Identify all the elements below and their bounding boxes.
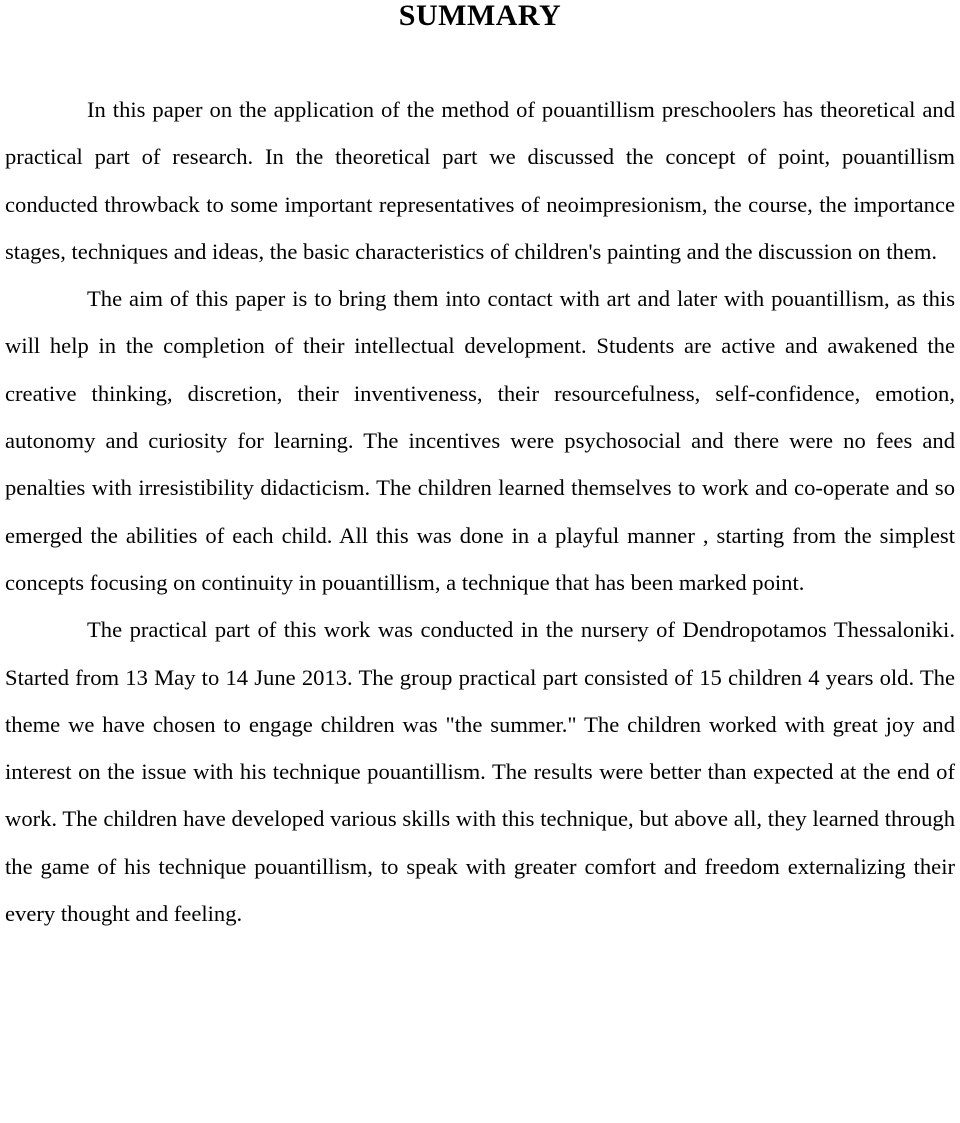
- paragraph-3: The practical part of this work was conducted in the nursery of Dendropotamos Thessaloniki. Started from 13 May to 14 June 2013. The group practical part consisted of 15 children 4 years old. The theme we have chosen to engage children was "the summer." The children worked with great joy and interest on the issue with his technique pouantillism. The results were better than expected at the end of work. The children have developed various skills with this technique, but above all, they learned through the game of his technique pouantillism, to speak with greater comfort and freedom externalizing their every thought and feeling.: [5, 617, 955, 927]
- paragraph-1: In this paper on the application of the method of pouantillism preschoolers has theoretical and practical part of research. In the theoretical part we discussed the concept of point, pouantillism conducted throwback to some important representatives of neoimpresionism, the course, the importance stages, techniques and ideas, the basic characteristics of children's painting and the discussion on them.: [5, 97, 955, 264]
- summary-body: [5, 86, 955, 937]
- paragraph-2: The aim of this paper is to bring them into contact with art and later with pouantillism, as this will help in the completion of their intellectual development. Students are active and awakened the creative thinking, discretion, their inventiveness, their resourcefulness, self-confidence, emotion, autonomy and curiosity for learning. The incentives were psychosocial and there were no fees and penalties with irresistibility didacticism. The children learned themselves to work and co-operate and so emerged the abilities of each child. All this was done in a playful manner , starting from the simplest concepts focusing on continuity in pouantillism, a technique that has been marked point.: [5, 286, 955, 595]
- page-title: SUMMARY: [398, 0, 562, 32]
